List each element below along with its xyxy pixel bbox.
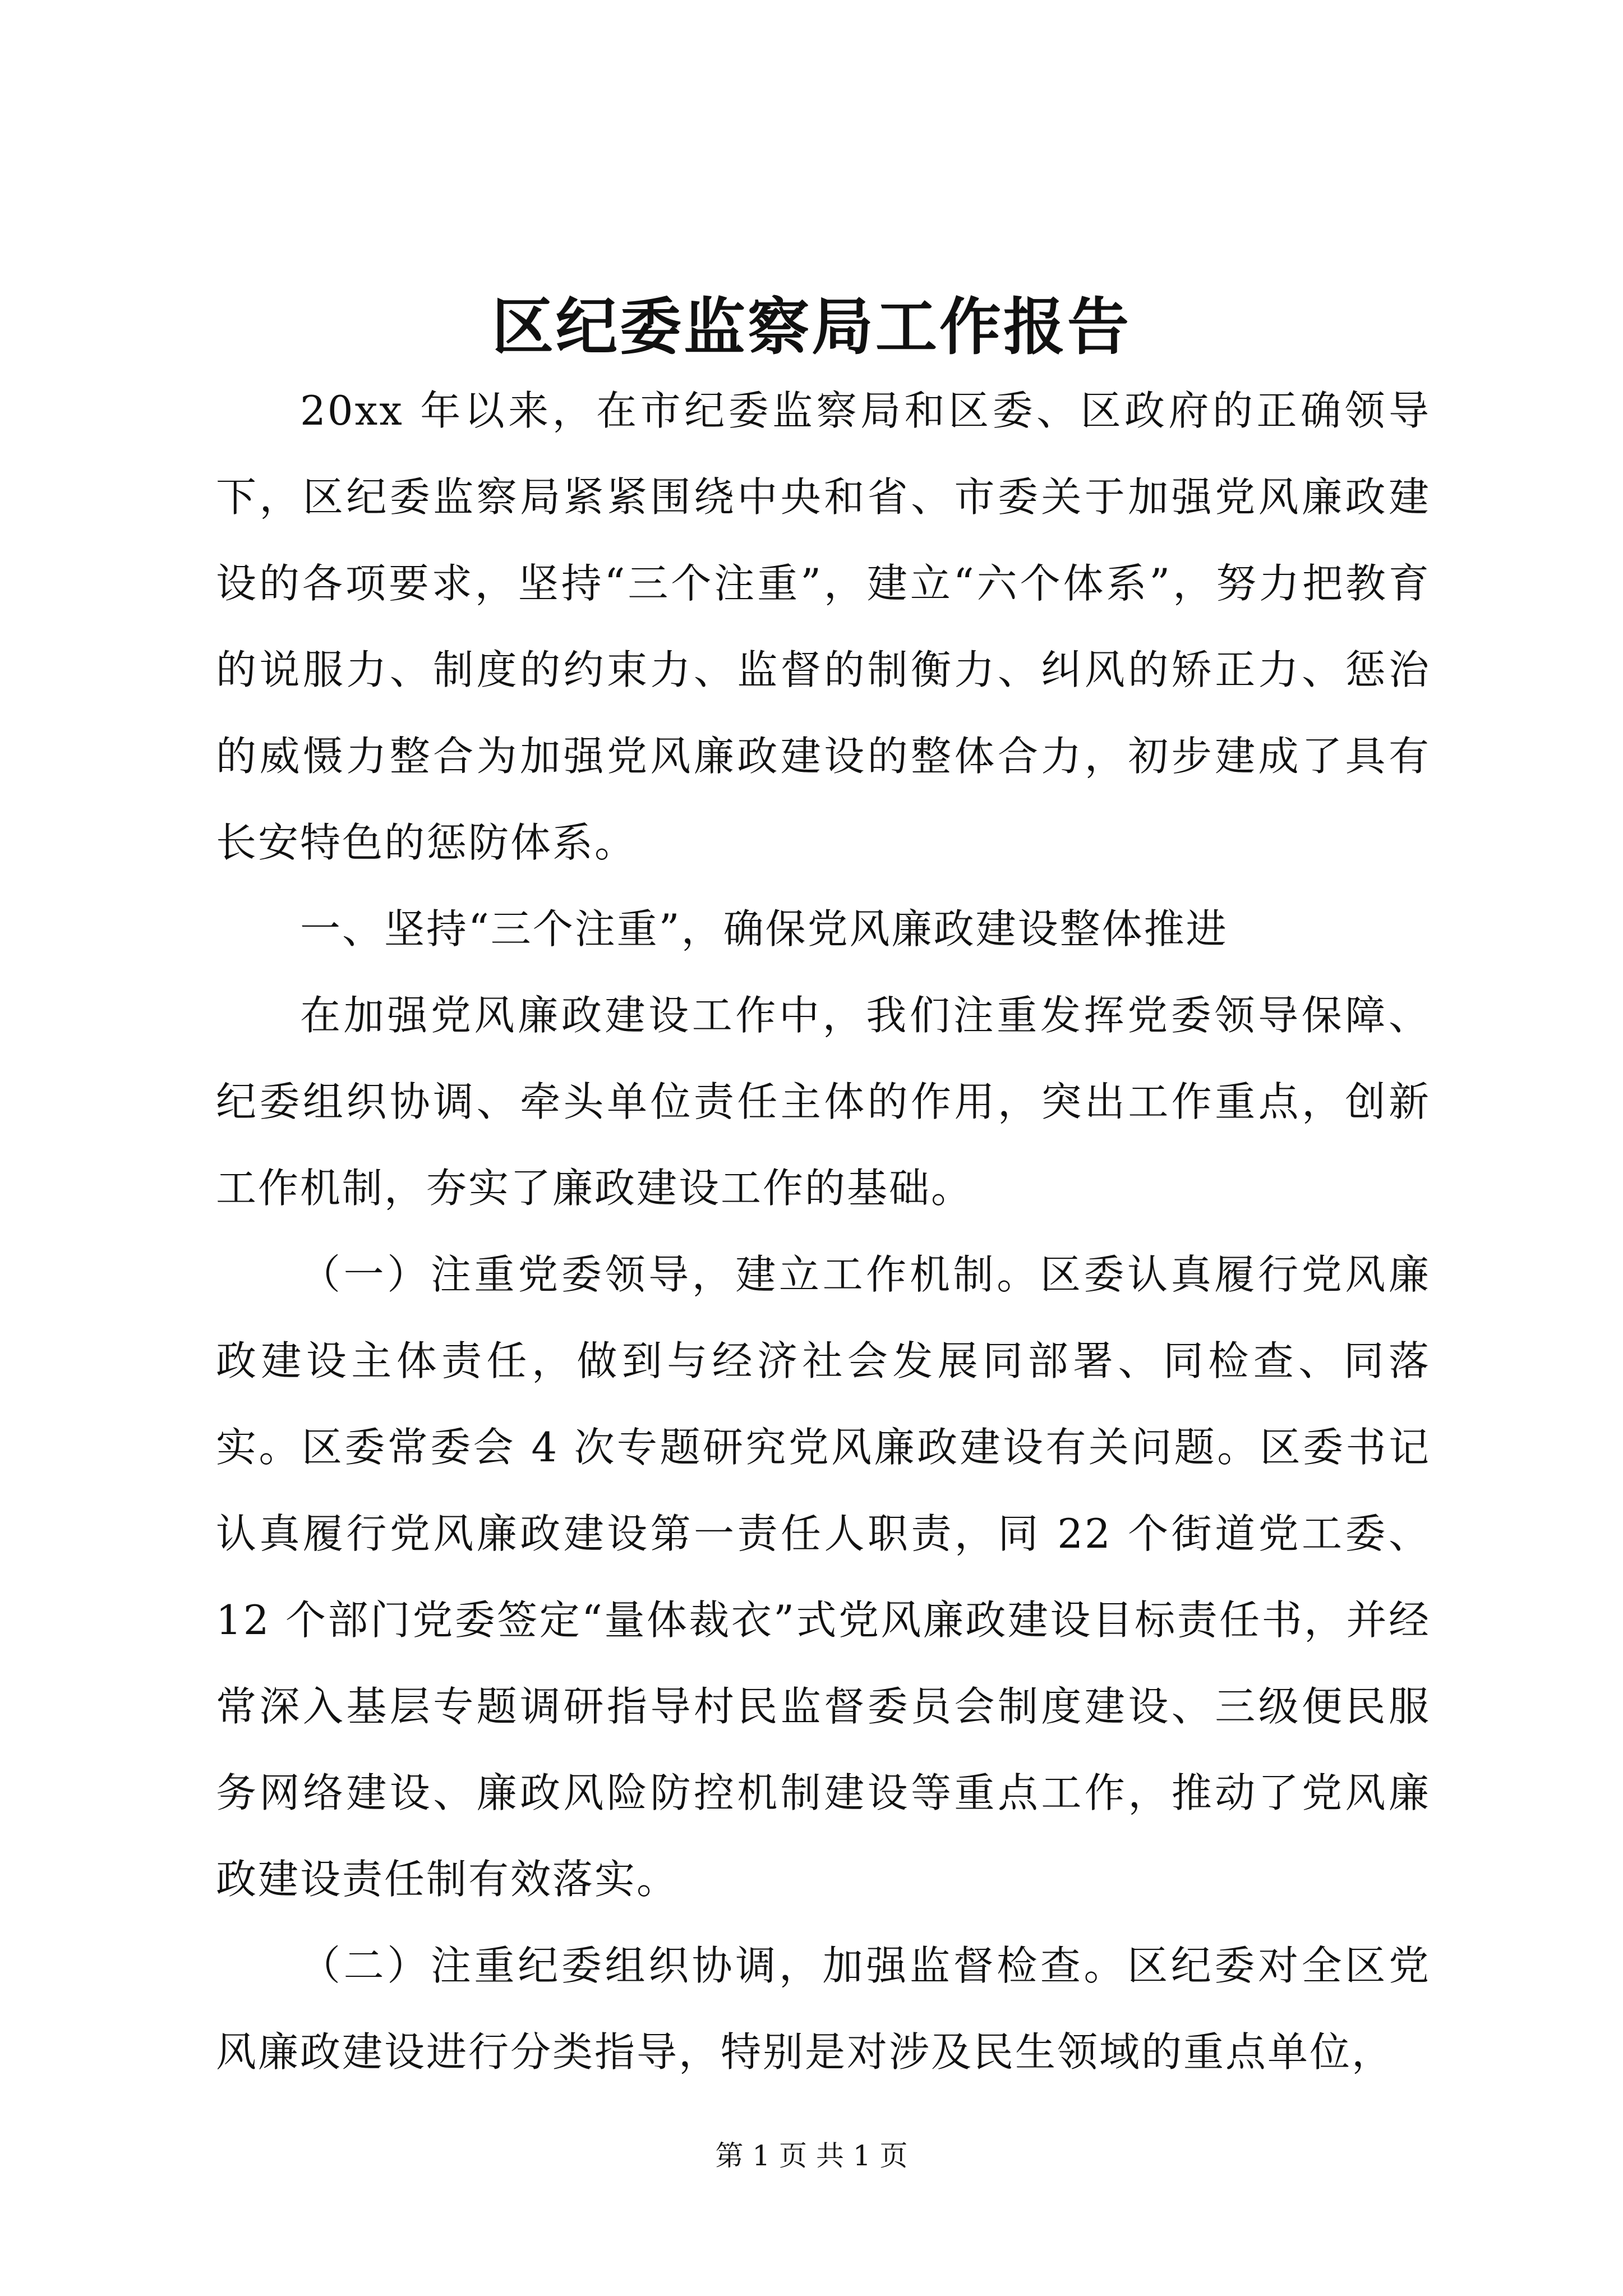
paragraph-section-1: 在加强党风廉政建设工作中，我们注重发挥党委领导保障、纪委组织协调、牵头单位责任主体的作用，突出工作重点，创新工作机制，夯实了廉政建设工作的基础。: [216, 992, 1431, 1212]
paragraph-intro: 20xx 年以来，在市纪委监察局和区委、区政府的正确领导下，区纪委监察局紧紧围绕中央和省、市委关于加强党风廉政建设的各项要求，坚持“三个注重”，建立“六个体系”，努力把教育的说服力、制度的约束力、监督的制衡力、纠风的矫正力、惩治的威慑力整合为加强党风廉政建设的整体合力，初步建成了具有长安特色的惩防体系。: [216, 387, 1431, 866]
section-heading-1: 一、坚持“三个注重”，确保党风廉政建设整体推进: [300, 905, 1228, 953]
paragraph-subsection-1: （一）注重党委领导，建立工作机制。区委认真履行党风廉政建设主体责任，做到与经济社会发展同部署、同检查、同落实。区委常委会 4 次专题研究党风廉政建设有关问题。区委书记认真履行党风廉政建设第一责任人职责，同 22 个街道党工委、12 个部门党委签定“量体裁衣”式党风廉政建设目标责任书，并经常深入基层专题调研指导村民监督委员会制度建设、三级便民服务网络建设、廉政风险防控机制建设等重点工作，推动了党风廉政建设责任制有效落实。: [216, 1251, 1431, 1903]
document-body: [216, 367, 1431, 2095]
document-title: 区纪委监察局工作报告: [492, 291, 1131, 363]
page-number-footer: 第 1 页 共 1 页: [715, 2139, 908, 2172]
paragraph-subsection-2: （二）注重纪委组织协调，加强监督检查。区纪委对全区党风廉政建设进行分类指导，特别是对涉及民生领域的重点单位，: [216, 1942, 1431, 2076]
